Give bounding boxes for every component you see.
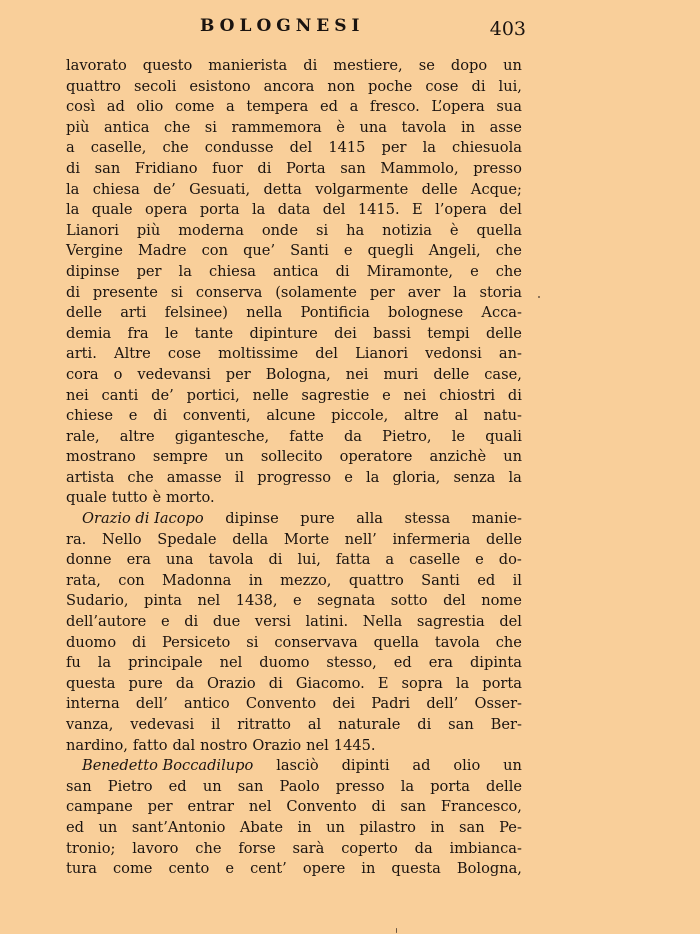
paper-speck	[538, 296, 540, 298]
text-line: interna dell’ antico Convento dei Padri dell’ Osser-	[66, 695, 522, 713]
text-line: duomo di Persiceto si conservava quella tavola che	[66, 633, 522, 651]
text-line: rata, con Madonna in mezzo, quattro Santi ed il	[66, 571, 522, 589]
text-line: demia fra le tante dipinture dei bassi tempi delle	[66, 324, 522, 342]
text-line: arti. Altre cose moltissime del Lianori vedonsi an-	[66, 345, 522, 363]
text-line: donne era una tavola di lui, fatta a caselle e do-	[66, 551, 522, 569]
text-line: Orazio di Iacopo dipinse pure alla stessa manie-	[66, 509, 522, 530]
text-line: vanza, vedevasi il ritratto al naturale di san Ber-	[66, 716, 522, 733]
text-line: Vergine Madre con que’ Santi e quegli Angeli, che	[66, 242, 522, 260]
text-line: più antica che si rammemora è una tavola in asse	[66, 118, 522, 136]
text-line: Sudario, pinta nel 1438, e segnata sotto del nome	[66, 592, 522, 610]
running-head	[66, 14, 526, 44]
text-line: chiese e di conventi, alcune piccole, altre al natu-	[66, 407, 522, 425]
text-line: Benedetto Boccadilupo lasciò dipinti ad olio un	[66, 756, 522, 777]
page-number: 403	[489, 18, 526, 40]
text-line: dell’autore e di due versi latini. Nella sagrestia del	[66, 613, 522, 631]
artist-name: Orazio di Iacopo	[82, 510, 204, 528]
text-line: delle arti felsinee) nella Pontificia bolognese Acca-	[66, 304, 522, 322]
text-line: quale tutto è morto.	[66, 489, 215, 507]
text-line: mostrano sempre un sollecito operatore anzichè un	[66, 448, 522, 466]
text-line: Lianori più moderna onde si ha notizia è quella	[66, 221, 522, 239]
paper-speck	[396, 928, 397, 933]
text-line: nei canti de’ portici, nelle sagrestie e nei chiostri di	[66, 386, 522, 404]
text-line: fu la principale nel duomo stesso, ed era dipinta	[66, 654, 522, 672]
text-line: ed un sant’Antonio Abate in un pilastro in san Pe-	[66, 818, 522, 836]
text-line: lavorato questo manierista di mestiere, se dopo un	[66, 57, 522, 74]
text-line: la quale opera porta la data del 1415. E l’opera del	[66, 201, 522, 219]
text-line: rale, altre gigantesche, fatte da Pietro, le quali	[66, 427, 522, 445]
text-line: tura come cento e cent’ opere in questa Bologna,	[66, 860, 522, 878]
text-line: tronio; lavoro che forse sarà coperto da imbianca-	[66, 839, 522, 857]
text-line: campane per entrar nel Convento di san Francesco,	[66, 798, 522, 816]
text-line: san Pietro ed un san Paolo presso la porta delle	[66, 777, 522, 795]
text-line: ra. Nello Spedale della Morte nell’ infermeria delle	[66, 530, 522, 548]
text-line: quattro secoli esistono ancora non poche cose di lui,	[66, 77, 522, 95]
artist-name: Benedetto Boccadilupo	[82, 757, 254, 775]
text-line: a caselle, che condusse del 1415 per la chiesuola	[66, 139, 522, 157]
text-line: cora o vedevansi per Bologna, nei muri delle case,	[66, 365, 522, 383]
text-line: nardino, fatto dal nostro Orazio nel 1445.	[66, 736, 376, 754]
text-line: di presente si conserva (solamente per aver la storia	[66, 283, 522, 301]
body-text	[66, 56, 522, 880]
text-line: la chiesa de’ Gesuati, detta volgarmente delle Acque;	[66, 180, 522, 198]
text-line: questa pure da Orazio di Giacomo. E sopra la porta	[66, 674, 522, 692]
text-line: di san Fridiano fuor di Porta san Mammolo, presso	[66, 159, 522, 177]
running-title: BOLOGNESI	[200, 16, 365, 36]
text-line: dipinse per la chiesa antica di Miramonte, e che	[66, 262, 522, 280]
text-line: così ad olio come a tempera ed a fresco. L’opera sua	[66, 98, 522, 116]
text-line: artista che amasse il progresso e la gloria, senza la	[66, 468, 522, 486]
